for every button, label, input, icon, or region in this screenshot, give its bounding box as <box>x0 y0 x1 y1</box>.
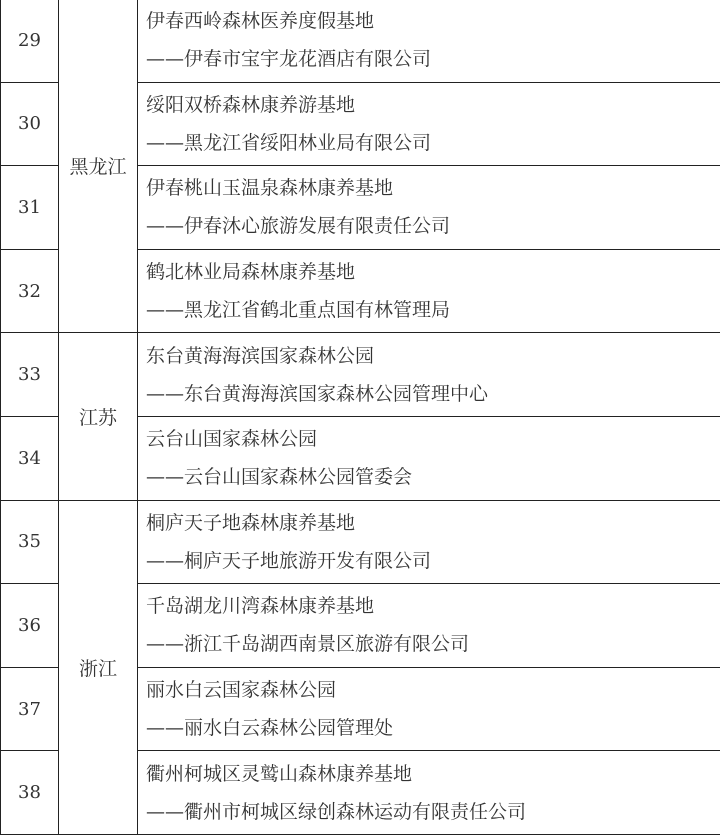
base-cell <box>138 416 720 500</box>
base-cell <box>138 249 720 333</box>
row-number: 32 <box>1 249 59 333</box>
row-number: 33 <box>1 333 59 417</box>
base-cell <box>138 584 720 668</box>
operator-name: ——伊春沐心旅游发展有限责任公司 <box>146 215 451 238</box>
base-name: 东台黄海海滨国家森林公园 <box>146 344 375 367</box>
base-cell <box>138 751 720 835</box>
base-cell <box>138 0 720 82</box>
base-cell <box>138 667 720 751</box>
row-number: 31 <box>1 166 59 250</box>
base-name: 桐庐天子地森林康养基地 <box>146 511 356 534</box>
province-cell-heilongjiang: 黑龙江 <box>59 0 138 333</box>
table-row <box>1 333 720 417</box>
operator-name: ——黑龙江省绥阳林业局有限公司 <box>146 131 432 154</box>
row-number: 29 <box>1 0 59 82</box>
table-row <box>1 0 720 82</box>
base-cell <box>138 82 720 166</box>
row-number: 37 <box>1 667 59 751</box>
base-name: 伊春桃山玉温泉森林康养基地 <box>146 177 394 200</box>
row-number: 36 <box>1 584 59 668</box>
base-name: 云台山国家森林公园 <box>146 428 318 451</box>
operator-name: ——东台黄海海滨国家森林公园管理中心 <box>146 382 489 405</box>
base-name: 千岛湖龙川湾森林康养基地 <box>146 595 375 618</box>
table-row <box>1 500 720 584</box>
base-name: 衢州柯城区灵鹫山森林康养基地 <box>146 762 413 785</box>
row-number: 34 <box>1 416 59 500</box>
operator-name: ——浙江千岛湖西南景区旅游有限公司 <box>146 633 470 656</box>
operator-name: ——云台山国家森林公园管委会 <box>146 466 413 489</box>
base-name: 鹤北林业局森林康养基地 <box>146 261 356 284</box>
operator-name: ——桐庐天子地旅游开发有限公司 <box>146 549 432 572</box>
base-cell <box>138 333 720 417</box>
row-number: 30 <box>1 82 59 166</box>
base-name: 丽水白云国家森林公园 <box>146 679 337 702</box>
province-cell-jiangsu: 江苏 <box>59 333 138 500</box>
base-cell <box>138 166 720 250</box>
row-number: 35 <box>1 500 59 584</box>
operator-name: ——丽水白云森林公园管理处 <box>146 717 394 740</box>
province-cell-zhejiang: 浙江 <box>59 500 138 834</box>
operator-name: ——黑龙江省鹤北重点国有林管理局 <box>146 299 451 322</box>
row-number: 38 <box>1 751 59 835</box>
operator-name: ——衢州市柯城区绿创森林运动有限责任公司 <box>146 800 527 823</box>
base-name: 伊春西岭森林医养度假基地 <box>146 10 375 33</box>
base-cell <box>138 500 720 584</box>
operator-name: ——伊春市宝宇龙花酒店有限公司 <box>146 48 432 71</box>
base-name: 绥阳双桥森林康养游基地 <box>146 93 356 116</box>
